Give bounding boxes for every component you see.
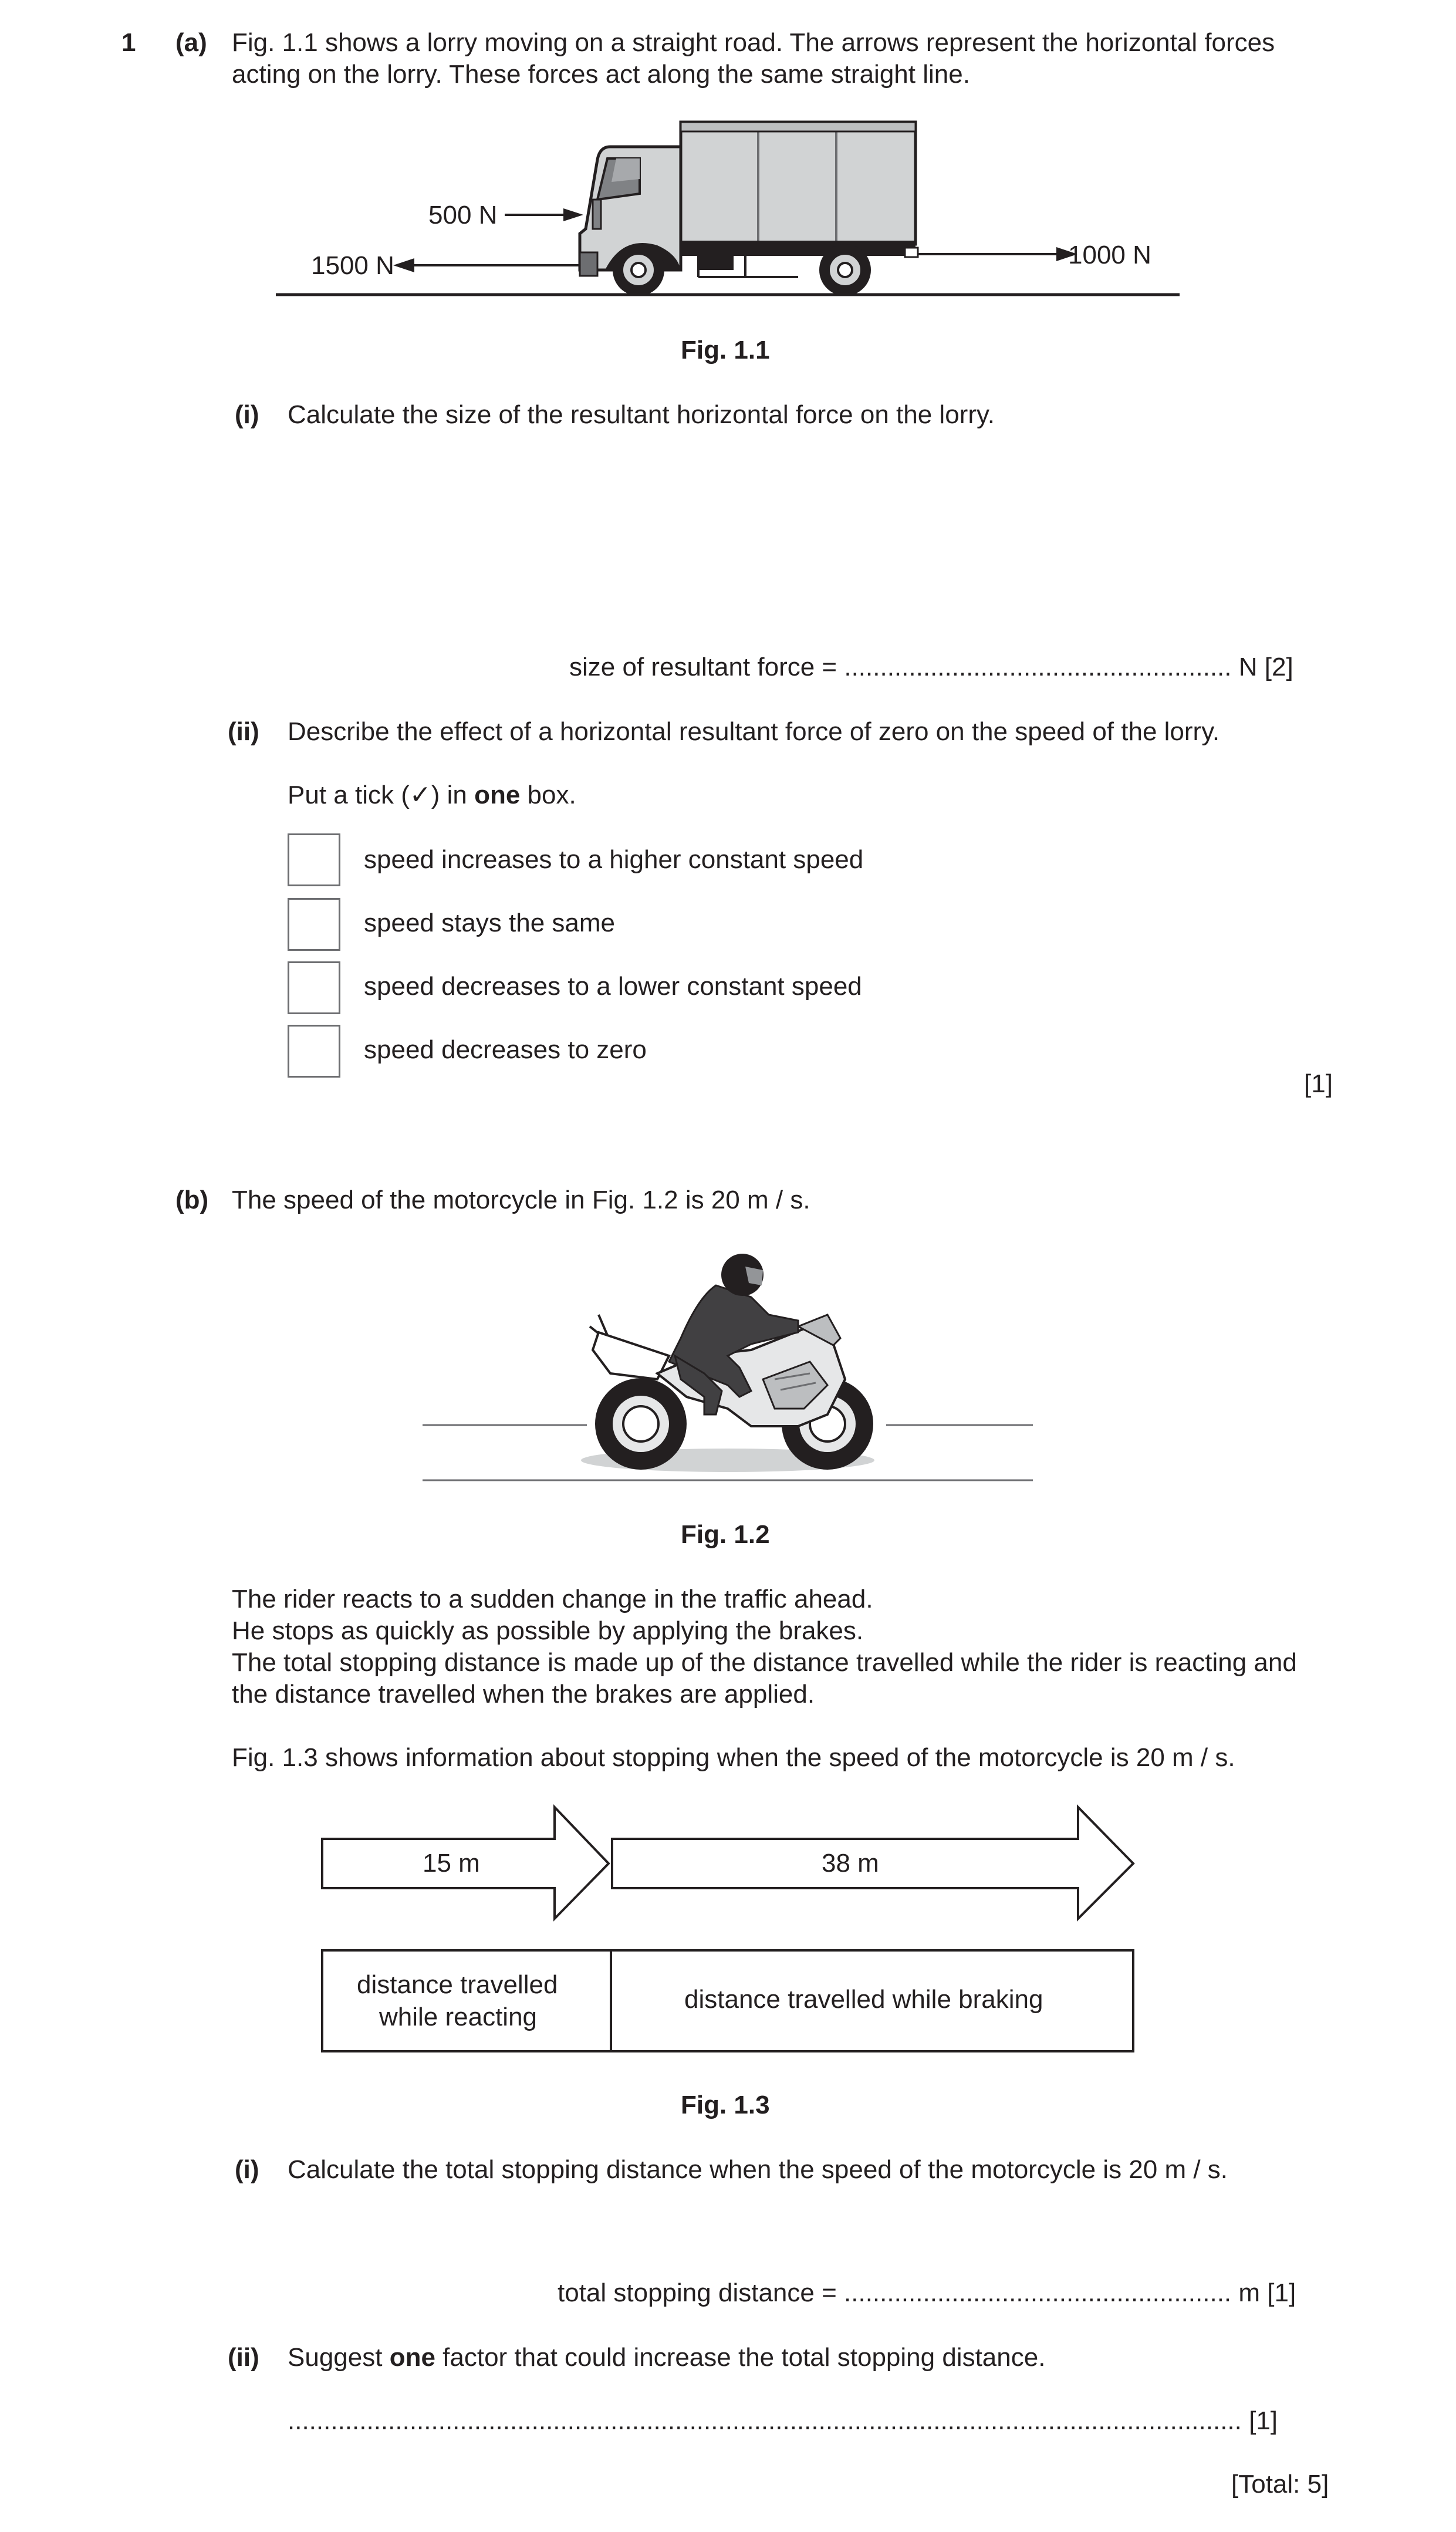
tick-box-2[interactable] [288,898,340,951]
instruction-post: box. [520,781,576,809]
paragraph-line-1: The rider reacts to a sudden change in the traffic ahead. [232,1585,873,1613]
factor-answer [288,2405,1278,2437]
fig-1-1-caption: Fig. 1.1 [681,336,770,364]
option-4: speed decreases to zero [364,1035,647,1064]
arrow-1000n [918,247,1077,261]
paragraph-line-3: The total stopping distance is made up of the distance travelled while the rider is reacting and [232,1648,1297,1677]
part-bii-text [288,2342,1045,2374]
part-ai-label: (i) [235,400,259,429]
cargo-box [681,122,916,244]
brake-distance-value: 38 m [822,1849,879,1878]
marks-aii: [1] [1304,1069,1333,1098]
react-label-line2: while reacting [379,2003,538,2031]
motorcycle-figure [423,1238,1033,1485]
instruction-pre: Put a tick (✓) in [288,781,475,809]
bii-text-post: factor that could increase the total stopping distance. [435,2343,1046,2372]
option-1: speed increases to a higher constant speed [364,845,864,874]
answer-dots[interactable]: ...................................................... [844,2278,1232,2307]
tick-instruction [288,779,576,811]
part-a-text-line2: acting on the lorry. These forces act along the same straight line. [232,60,970,89]
instruction-bold: one [474,781,521,809]
resultant-force-answer [569,651,1293,683]
answer-dots[interactable]: ..................................................................................................................................... [288,2406,1242,2435]
paragraph-line-2: He stops as quickly as possible by applying the brakes. [232,1616,864,1645]
chassis [681,241,916,256]
react-label-line1: distance travelled [357,1970,558,1999]
bii-text-bold: one [389,2343,435,2372]
answer-dots[interactable]: ...................................................... [844,653,1232,681]
front-wheel [613,244,664,296]
brake-label: distance travelled while braking [684,1985,1043,2014]
question-number: 1 [121,28,136,57]
part-b-label: (b) [175,1186,209,1214]
paragraph-line-4: the distance travelled when the brakes are applied. [232,1680,815,1709]
force-500n-label: 500 N [428,201,498,229]
answer-prefix: size of resultant force = [569,653,837,681]
fig-1-3-intro: Fig. 1.3 shows information about stopping when the speed of the motorcycle is 20 m / s. [232,1743,1235,1772]
lorry-figure [276,112,1191,299]
marks: [2] [1264,653,1293,681]
part-bi-text: Calculate the total stopping distance when the speed of the motorcycle is 20 m / s. [288,2155,1228,2184]
part-ai-text: Calculate the size of the resultant horizontal force on the lorry. [288,400,995,429]
fig-1-3-caption: Fig. 1.3 [681,2091,770,2119]
moto-rear-wheel [595,1378,687,1470]
react-distance-value: 15 m [423,1849,480,1878]
fig-1-2-caption: Fig. 1.2 [681,1520,770,1549]
part-a-text-line1: Fig. 1.1 shows a lorry moving on a straight road. The arrows represent the horizontal forces [232,28,1275,57]
answer-unit: m [1238,2278,1261,2307]
option-3: speed decreases to a lower constant speed [364,972,862,1001]
rear-wheel [819,244,871,296]
answer-prefix: total stopping distance = [558,2278,837,2307]
stopping-distance-answer [558,2277,1296,2309]
part-aii-text: Describe the effect of a horizontal resultant force of zero on the speed of the lorry. [288,717,1220,746]
option-2: speed stays the same [364,909,616,937]
force-1000n-label: 1000 N [1068,241,1151,269]
part-bii-label: (ii) [228,2343,259,2372]
total-marks: [Total: 5] [1231,2470,1329,2499]
part-b-text: The speed of the motorcycle in Fig. 1.2 is 20 m / s. [232,1186,810,1214]
part-aii-label: (ii) [228,717,259,746]
force-1500n-label: 1500 N [311,251,394,280]
arrow-500n [505,208,583,221]
bii-text-pre: Suggest [288,2343,390,2372]
marks: [1] [1267,2278,1296,2307]
tick-box-4[interactable] [288,1025,340,1078]
answer-unit: N [1238,653,1258,681]
arrow-1500n [393,258,580,272]
part-a-label: (a) [175,28,207,57]
part-bi-label: (i) [235,2155,259,2184]
tick-box-3[interactable] [288,961,340,1014]
marks: [1] [1249,2406,1278,2435]
tick-box-1[interactable] [288,833,340,886]
